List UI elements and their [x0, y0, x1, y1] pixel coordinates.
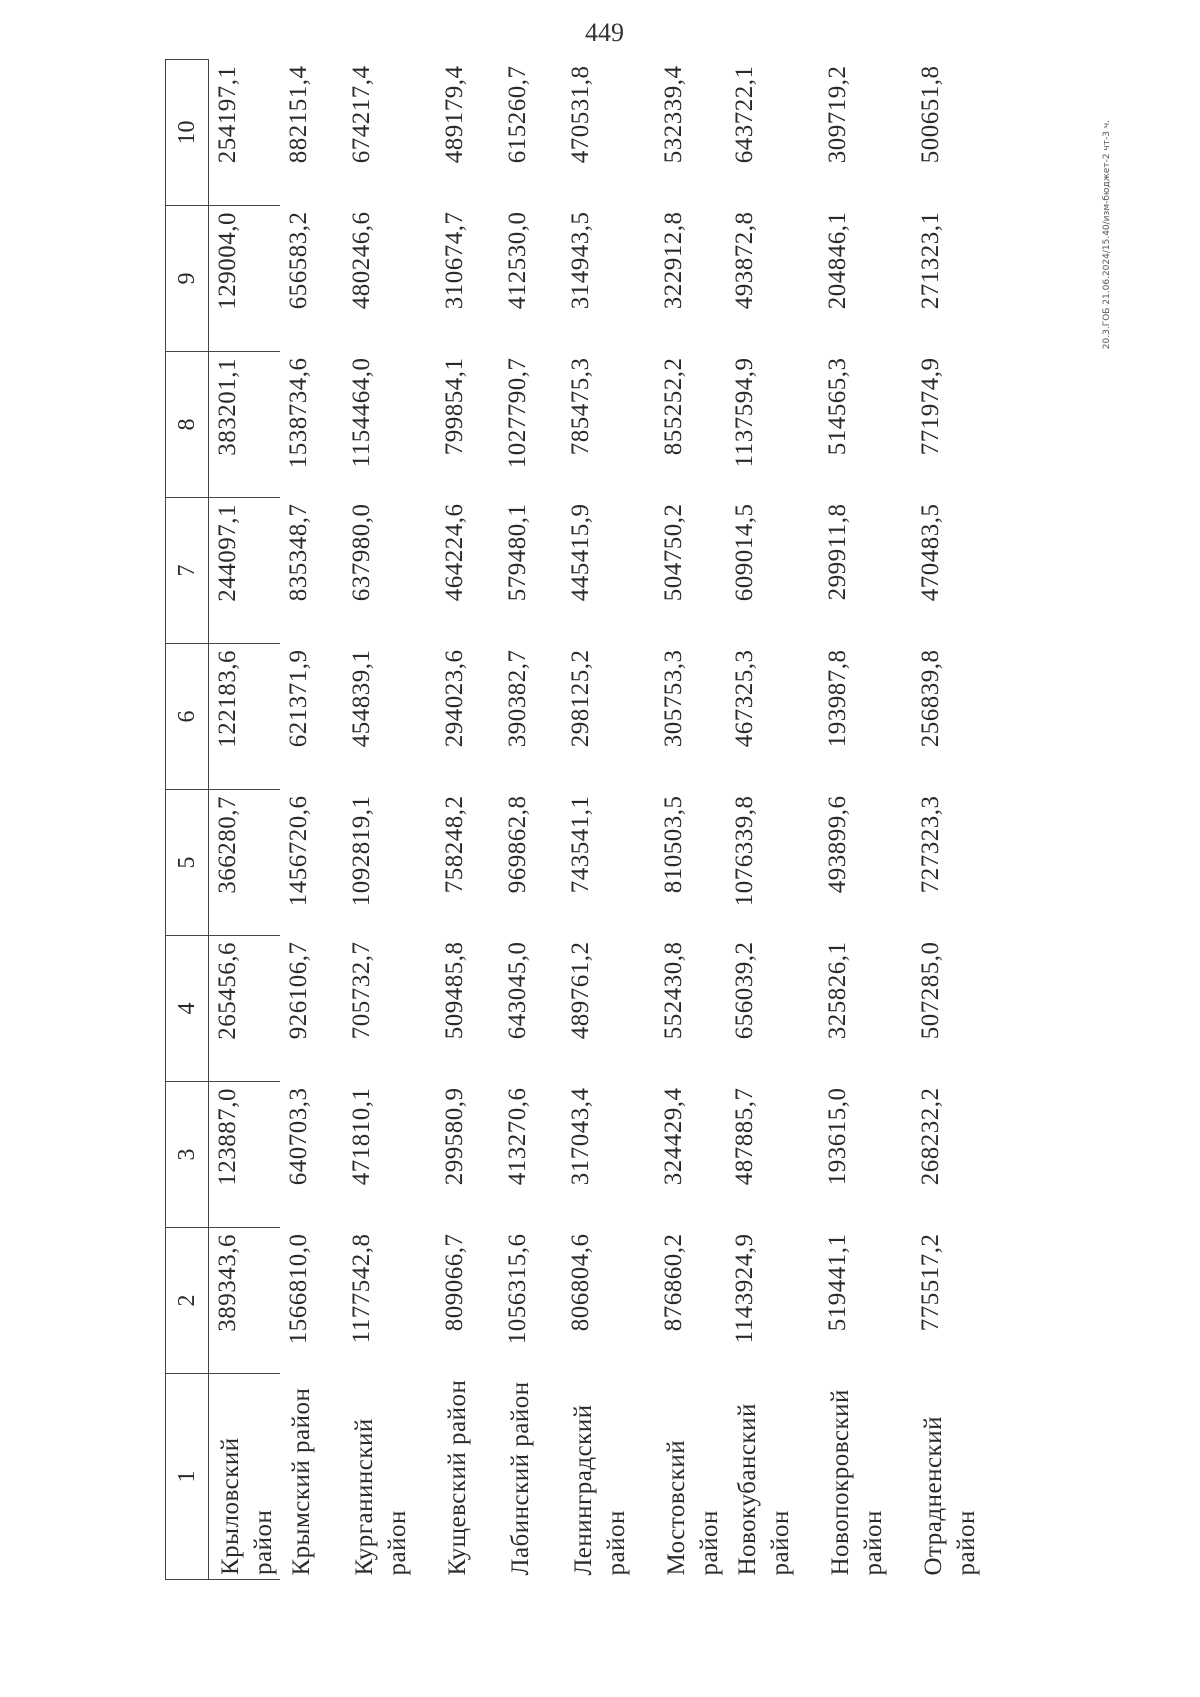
district-name: Новокубанский район — [734, 1403, 794, 1576]
district-name: Кущевский район — [444, 1379, 471, 1576]
table-cell: 299580,9 — [441, 1087, 468, 1186]
table-cell: 532339,4 — [660, 65, 687, 164]
table-cell: 507285,0 — [917, 941, 944, 1040]
table-cell: 471810,1 — [348, 1087, 375, 1186]
table-row — [343, 60, 436, 1580]
table-cell: 579480,1 — [504, 503, 531, 602]
table-cell: 1076339,8 — [731, 795, 758, 907]
table-cell: 322912,8 — [660, 211, 687, 310]
table-cell: 489761,2 — [567, 941, 594, 1040]
table-cell: 643722,1 — [731, 65, 758, 164]
table-cell: 969862,8 — [504, 795, 531, 894]
budget-table-container — [165, 60, 1085, 1580]
table-cell: 1092819,1 — [348, 795, 375, 907]
table-cell: 256839,8 — [917, 649, 944, 748]
table-cell: 193615,0 — [824, 1087, 851, 1186]
table-cell: 309719,2 — [824, 65, 851, 164]
table-cell: 609014,5 — [731, 503, 758, 602]
table-cell: 775517,2 — [917, 1233, 944, 1332]
table-cell: 317043,4 — [567, 1087, 594, 1186]
budget-table — [165, 59, 1005, 1580]
table-cell: 389343,6 — [209, 1228, 281, 1374]
table-cell: 643045,0 — [504, 941, 531, 1040]
table-cell: 504750,2 — [660, 503, 687, 602]
table-cell: 305753,3 — [660, 649, 687, 748]
table-row — [499, 60, 562, 1580]
table-cell: 758248,2 — [441, 795, 468, 894]
district-name: Ленинградский район — [570, 1404, 630, 1576]
table-cell: 806804,6 — [567, 1233, 594, 1332]
table-cell: 129004,0 — [209, 206, 281, 352]
table-cell: 487885,7 — [731, 1087, 758, 1186]
table-cell: 493899,6 — [824, 795, 851, 894]
table-cell: 383201,1 — [209, 352, 281, 498]
table-cell: 489179,4 — [441, 65, 468, 164]
district-name: Лабинский район — [507, 1381, 534, 1576]
table-cell: 809066,7 — [441, 1233, 468, 1332]
table-cell: 123887,0 — [209, 1082, 281, 1228]
table-cell: 1143924,9 — [731, 1233, 758, 1344]
table-cell: 412530,0 — [504, 211, 531, 310]
table-cell: 294023,6 — [441, 649, 468, 748]
table-cell: 637980,0 — [348, 503, 375, 602]
table-cell: 299911,8 — [824, 503, 851, 601]
table-row — [280, 60, 343, 1580]
district-name: Мостовский район — [663, 1439, 723, 1576]
table-cell: 1154464,0 — [348, 357, 375, 468]
column-header: 10 — [166, 60, 209, 206]
table-cell: 500651,8 — [917, 65, 944, 164]
table-cell: 855252,2 — [660, 357, 687, 456]
table-cell: 640703,3 — [285, 1087, 312, 1186]
column-header: 9 — [166, 206, 209, 352]
table-cell: 882151,4 — [285, 65, 312, 164]
table-cell: 310674,7 — [441, 211, 468, 310]
table-cell: 390382,7 — [504, 649, 531, 748]
table-cell: 366280,7 — [209, 790, 281, 936]
district-name: Крыловский район — [209, 1374, 281, 1580]
table-cell: 445415,9 — [567, 503, 594, 602]
table-cell: 204846,1 — [824, 211, 851, 310]
table-cell: 835348,7 — [285, 503, 312, 602]
table-cell: 268232,2 — [917, 1087, 944, 1186]
table-row — [209, 60, 281, 1580]
table-cell: 480246,6 — [348, 211, 375, 310]
table-cell: 1456720,6 — [285, 795, 312, 907]
table-cell: 244097,1 — [209, 498, 281, 644]
table-cell: 1027790,7 — [504, 357, 531, 469]
table-header-row — [166, 60, 209, 1580]
table-cell: 1056315,6 — [504, 1233, 531, 1345]
table-row — [912, 60, 1005, 1580]
district-name: Отрадненский район — [920, 1416, 980, 1576]
table-cell: 493872,8 — [731, 211, 758, 310]
table-cell: 454839,1 — [348, 649, 375, 748]
table-row — [562, 60, 655, 1580]
table-row — [436, 60, 499, 1580]
column-header: 8 — [166, 352, 209, 498]
table-cell: 552430,8 — [660, 941, 687, 1040]
table-cell: 470483,5 — [917, 503, 944, 602]
column-header: 2 — [166, 1228, 209, 1374]
column-header: 4 — [166, 936, 209, 1082]
table-row — [726, 60, 819, 1580]
page-number: 449 — [585, 18, 624, 47]
table-cell: 298125,2 — [567, 649, 594, 748]
column-header: 5 — [166, 790, 209, 936]
table-cell: 799854,1 — [441, 357, 468, 456]
table-cell: 926106,7 — [285, 941, 312, 1040]
district-name: Курганинский район — [351, 1418, 411, 1576]
table-cell: 810503,5 — [660, 795, 687, 894]
table-cell: 621371,9 — [285, 649, 312, 748]
table-cell: 265456,6 — [209, 936, 281, 1082]
table-cell: 674217,4 — [348, 65, 375, 164]
table-cell: 1538734,6 — [285, 357, 312, 469]
table-cell: 656039,2 — [731, 941, 758, 1040]
column-header: 6 — [166, 644, 209, 790]
table-cell: 325826,1 — [824, 941, 851, 1040]
table-cell: 464224,6 — [441, 503, 468, 602]
table-row — [655, 60, 726, 1580]
table-cell: 1137594,9 — [731, 357, 758, 468]
column-header: 7 — [166, 498, 209, 644]
table-cell: 771974,9 — [917, 357, 944, 456]
table-cell: 470531,8 — [567, 65, 594, 164]
table-row — [819, 60, 912, 1580]
table-cell: 254197,1 — [209, 60, 281, 206]
table-cell: 509485,8 — [441, 941, 468, 1040]
table-cell: 514565,3 — [824, 357, 851, 456]
column-header: 1 — [166, 1374, 209, 1580]
district-name: Крымский район — [288, 1387, 315, 1576]
table-cell: 876860,2 — [660, 1233, 687, 1332]
table-cell: 122183,6 — [209, 644, 281, 790]
district-name: Новопокровский район — [827, 1389, 887, 1576]
table-cell: 519441,1 — [824, 1233, 851, 1332]
table-cell: 413270,6 — [504, 1087, 531, 1186]
table-cell: 785475,3 — [567, 357, 594, 456]
table-cell: 271323,1 — [917, 211, 944, 310]
table-cell: 656583,2 — [285, 211, 312, 310]
table-cell: 615260,7 — [504, 65, 531, 164]
table-cell: 743541,1 — [567, 795, 594, 894]
table-cell: 324429,4 — [660, 1087, 687, 1186]
table-cell: 705732,7 — [348, 941, 375, 1040]
column-header: 3 — [166, 1082, 209, 1228]
table-cell: 467325,3 — [731, 649, 758, 748]
table-cell: 193987,8 — [824, 649, 851, 748]
table-cell: 1566810,0 — [285, 1233, 312, 1345]
document-stamp: 20.3.ГОБ 21.06.2024/15.40/изм-бюджет-2 чт-3 ч. — [1102, 120, 1112, 350]
table-cell: 1177542,8 — [348, 1233, 375, 1344]
table-cell: 314943,5 — [567, 211, 594, 310]
table-cell: 727323,3 — [917, 795, 944, 894]
